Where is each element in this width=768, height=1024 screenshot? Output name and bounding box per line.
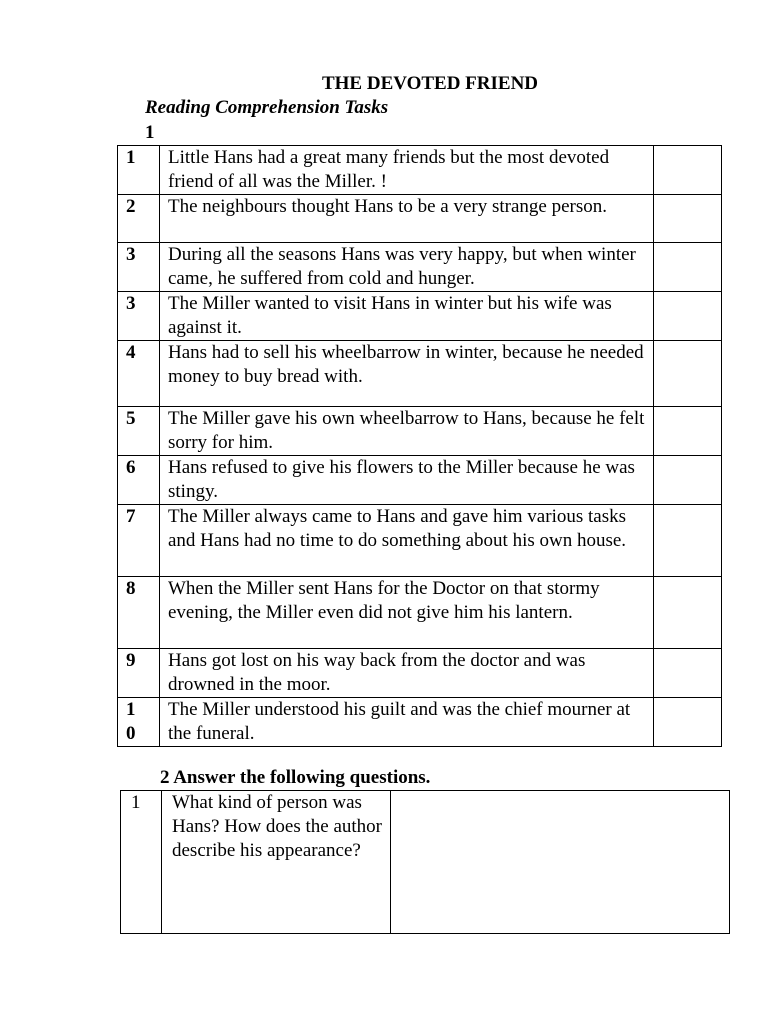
true-false-table [117,145,722,747]
statement-text: When the Miller sent Hans for the Doctor on that stormy evening, the Miller even did not give him his lantern. [160,577,654,649]
row-number [118,698,160,747]
answer-cell[interactable] [654,456,722,505]
table-row [118,698,722,747]
answer-cell[interactable] [391,791,730,934]
answer-cell[interactable] [654,505,722,577]
table-row [118,195,722,243]
statement-text: The Miller wanted to visit Hans in winter but his wife was against it. [160,292,654,341]
table-row [118,243,722,292]
document-title: THE DEVOTED FRIEND [321,73,539,94]
row-number: 3 [118,292,160,341]
statement-text: The Miller understood his guilt and was the chief mourner at the funeral. [160,698,654,747]
statement-text: The Miller gave his own wheelbarrow to Hans, because he felt sorry for him. [160,407,654,456]
questions-table [120,790,730,934]
section-1-number: 1 [145,122,155,143]
document-subtitle: Reading Comprehension Tasks [145,97,389,118]
row-number: 1 [118,146,160,195]
row-number: 6 [118,456,160,505]
section-2-heading: 2 Answer the following questions. [160,767,431,788]
statement-text: Hans refused to give his flowers to the Miller because he was stingy. [160,456,654,505]
answer-cell[interactable] [654,577,722,649]
statement-text: The Miller always came to Hans and gave him various tasks and Hans had no time to do something about his own house. [160,505,654,577]
row-number: 9 [118,649,160,698]
table-row [121,791,730,934]
statement-text: The neighbours thought Hans to be a very strange person. [160,195,654,243]
row-number: 5 [118,407,160,456]
answer-cell[interactable] [654,146,722,195]
row-number: 3 [118,243,160,292]
answer-cell[interactable] [654,649,722,698]
table-row [118,292,722,341]
table-row [118,505,722,577]
answer-cell[interactable] [654,243,722,292]
answer-cell[interactable] [654,407,722,456]
statement-text: Hans got lost on his way back from the doctor and was drowned in the moor. [160,649,654,698]
table-row [118,407,722,456]
answer-cell[interactable] [654,698,722,747]
answer-cell[interactable] [654,292,722,341]
question-text: What kind of person was Hans? How does the author describe his appearance? [162,791,391,934]
row-number: 8 [118,577,160,649]
statement-text: During all the seasons Hans was very happy, but when winter came, he suffered from cold and hunger. [160,243,654,292]
row-number-wrapped: 10 [126,699,136,744]
table-row [118,577,722,649]
statement-text: Little Hans had a great many friends but the most devoted friend of all was the Miller. ! [160,146,654,195]
table-row [118,341,722,407]
statement-text: Hans had to sell his wheelbarrow in winter, because he needed money to buy bread with. [160,341,654,407]
row-number: 4 [118,341,160,407]
row-number: 2 [118,195,160,243]
answer-cell[interactable] [654,341,722,407]
table-row [118,456,722,505]
table-row [118,146,722,195]
answer-cell[interactable] [654,195,722,243]
row-number: 7 [118,505,160,577]
table-row [118,649,722,698]
question-number: 1 [121,791,162,934]
